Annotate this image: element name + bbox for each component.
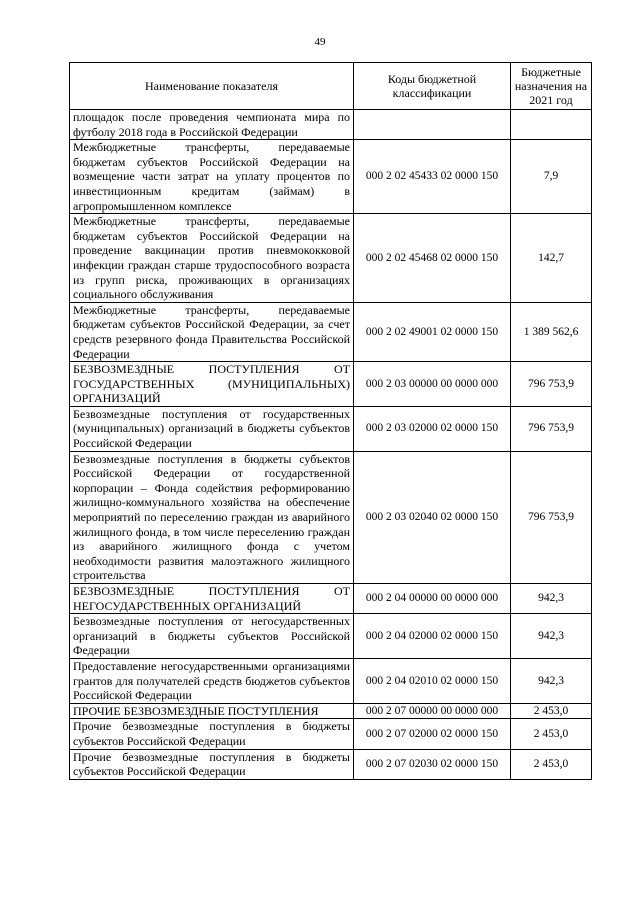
table-row [70, 362, 592, 407]
row-amount: 942,3 [511, 614, 592, 659]
row-name: ПРОЧИЕ БЕЗВОЗМЕЗДНЫЕ ПОСТУПЛЕНИЯ [70, 703, 354, 719]
table-row [70, 584, 592, 614]
row-name: Межбюджетные трансферты, передаваемые бюджетам субъектов Российской Федерации на возмещение части затрат на уплату процентов по инвестиционным кредитам (займам) в агропромышленном комплексе [70, 140, 354, 214]
row-name: Безвозмездные поступления от негосударственных организаций в бюджеты субъектов Российской Федерации [70, 614, 354, 659]
row-amount: 142,7 [511, 214, 592, 303]
table-header [70, 63, 592, 110]
row-amount: 796 753,9 [511, 451, 592, 583]
row-name: Безвозмездные поступления в бюджеты субъектов Российской Федерации от государственной корпорации – Фонда содействия реформированию жилищно-коммунального хозяйства на обеспечение мероприятий по переселению граждан из аварийного жилищного фонда, в том числе переселению граждан из аварийного жилищного фонда с учетом необходимости развития малоэтажного жилищного строительства [70, 451, 354, 583]
row-name: Безвозмездные поступления от государственных (муниципальных) организаций в бюджеты субъектов Российской Федерации [70, 406, 354, 451]
row-name: Предоставление негосударственными организациями грантов для получателей средств бюджетов субъектов Российской Федерации [70, 658, 354, 703]
row-amount: 7,9 [511, 140, 592, 214]
row-name: Прочие безвозмездные поступления в бюджеты субъектов Российской Федерации [70, 719, 354, 749]
header-row [70, 63, 592, 110]
table-row [70, 749, 592, 779]
header-name: Наименование показателя [70, 63, 354, 110]
row-code: 000 2 02 49001 02 0000 150 [354, 302, 511, 361]
header-code: Коды бюджетной классификации [354, 63, 511, 110]
row-code: 000 2 07 00000 00 0000 000 [354, 703, 511, 719]
table-row [70, 719, 592, 749]
table-body [70, 110, 592, 780]
row-code: 000 2 04 02010 02 0000 150 [354, 658, 511, 703]
row-code: 000 2 03 02000 02 0000 150 [354, 406, 511, 451]
row-amount: 2 453,0 [511, 749, 592, 779]
header-amount: Бюджетные назначения на 2021 год [511, 63, 592, 110]
row-amount: 796 753,9 [511, 406, 592, 451]
row-code [354, 110, 511, 140]
row-name: БЕЗВОЗМЕЗДНЫЕ ПОСТУПЛЕНИЯ ОТ ГОСУДАРСТВЕННЫХ (МУНИЦИПАЛЬНЫХ) ОРГАНИЗАЦИЙ [70, 362, 354, 407]
row-name: Межбюджетные трансферты, передаваемые бюджетам субъектов Российской Федерации, за счет средств резервного фонда Правительства Российской Федерации [70, 302, 354, 361]
table-row [70, 110, 592, 140]
row-code: 000 2 02 45468 02 0000 150 [354, 214, 511, 303]
row-name: Прочие безвозмездные поступления в бюджеты субъектов Российской Федерации [70, 749, 354, 779]
row-amount: 2 453,0 [511, 703, 592, 719]
row-amount [511, 110, 592, 140]
budget-table [69, 62, 592, 780]
table-row [70, 614, 592, 659]
row-code: 000 2 02 45433 02 0000 150 [354, 140, 511, 214]
table-row [70, 703, 592, 719]
row-code: 000 2 07 02000 02 0000 150 [354, 719, 511, 749]
page-number: 49 [314, 36, 326, 48]
table-row [70, 451, 592, 583]
row-code: 000 2 03 02040 02 0000 150 [354, 451, 511, 583]
table-row [70, 406, 592, 451]
row-amount: 942,3 [511, 584, 592, 614]
table-row [70, 302, 592, 361]
row-amount: 796 753,9 [511, 362, 592, 407]
row-code: 000 2 04 00000 00 0000 000 [354, 584, 511, 614]
row-name: БЕЗВОЗМЕЗДНЫЕ ПОСТУПЛЕНИЯ ОТ НЕГОСУДАРСТВЕННЫХ ОРГАНИЗАЦИЙ [70, 584, 354, 614]
row-amount: 1 389 562,6 [511, 302, 592, 361]
table-row [70, 140, 592, 214]
row-amount: 2 453,0 [511, 719, 592, 749]
row-amount: 942,3 [511, 658, 592, 703]
table-row [70, 658, 592, 703]
row-name: площадок после проведения чемпионата мира по футболу 2018 года в Российской Федерации [70, 110, 354, 140]
row-code: 000 2 04 02000 02 0000 150 [354, 614, 511, 659]
table-row [70, 214, 592, 303]
row-code: 000 2 03 00000 00 0000 000 [354, 362, 511, 407]
row-code: 000 2 07 02030 02 0000 150 [354, 749, 511, 779]
row-name: Межбюджетные трансферты, передаваемые бюджетам субъектов Российской Федерации на проведение вакцинации против пневмококковой инфекции граждан старше трудоспособного возраста из групп риска, проживающих в организациях социального обслуживания [70, 214, 354, 303]
